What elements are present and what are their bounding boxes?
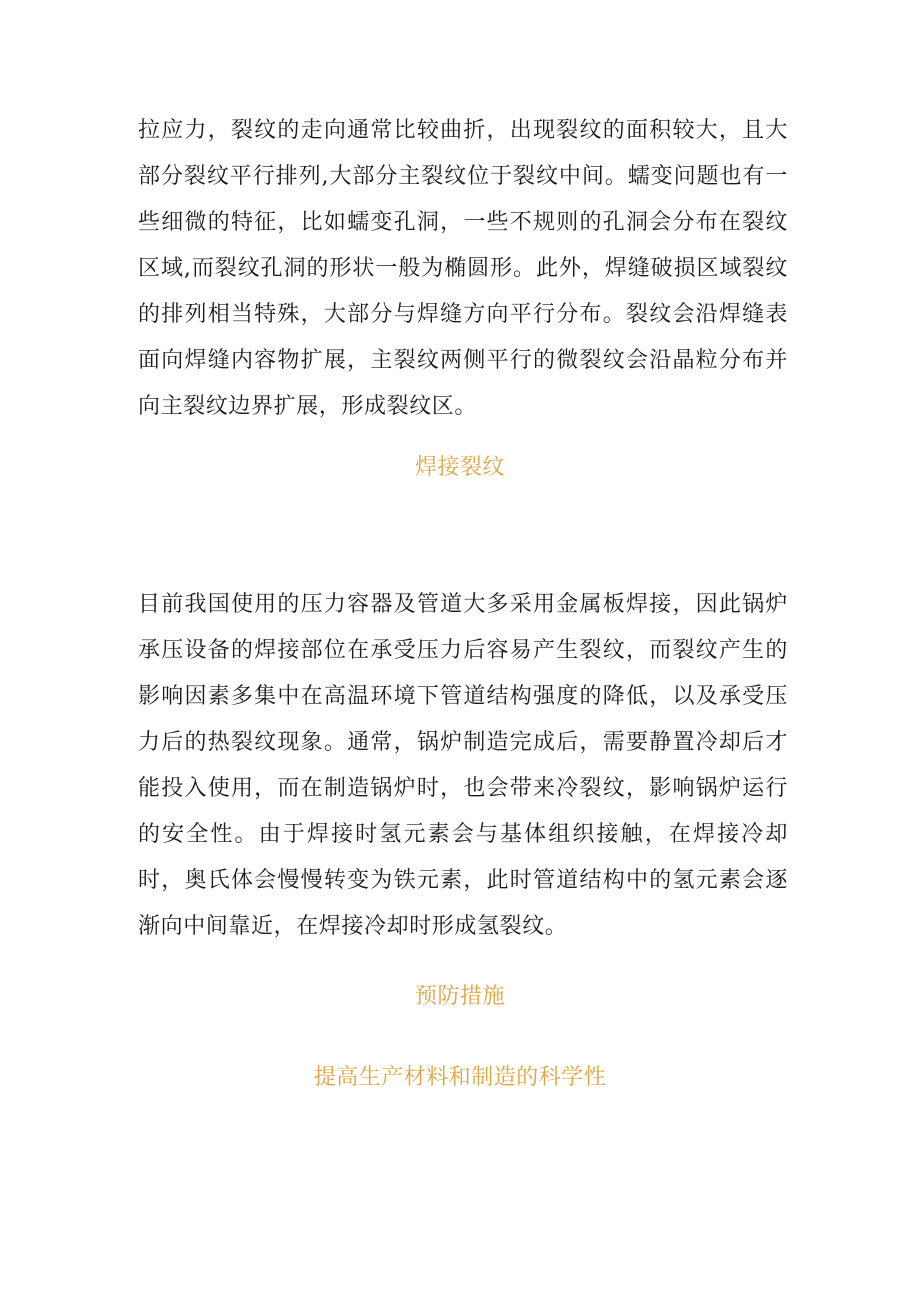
paragraph-creep-cracks: 拉应力，裂纹的走向通常比较曲折，出现裂纹的面积较大，且大部分裂纹平行排列,大部分主裂纹位于裂纹中间。蠕变问题也有一些细微的特征，比如蠕变孔洞，一些不规则的孔洞会分布在裂纹区域,而裂纹孔洞的形状一般为椭圆形。此外，焊缝破损区域裂纹的排列相当特殊，大部分与焊缝方向平行分布。裂纹会沿焊缝表面向焊缝内容物扩展，主裂纹两侧平行的微裂纹会沿晶粒分布并向主裂纹边界扩展，形成裂纹区。: [138, 118, 788, 419]
heading-improve-materials: 提高生产材料和制造的科学性: [313, 1065, 607, 1090]
heading-welding-cracks: 焊接裂纹: [414, 455, 505, 480]
heading-prevention: 预防措施: [414, 984, 505, 1009]
paragraph-welding-cracks: 目前我国使用的压力容器及管道大多采用金属板焊接，因此锅炉承压设备的焊接部位在承受压力后容易产生裂纹，而裂纹产生的影响因素多集中在高温环境下管道结构强度的降低，以及承受压力后的热裂纹现象。通常，锅炉制造完成后，需要静置冷却后才能投入使用，而在制造锅炉时，也会带来冷裂纹，影响锅炉运行的安全性。由于焊接时氢元素会与基体组织接触，在焊接冷却时，奥氏体会慢慢转变为铁元素，此时管道结构中的氢元素会逐渐向中间靠近，在焊接冷却时形成氢裂纹。: [138, 592, 788, 939]
